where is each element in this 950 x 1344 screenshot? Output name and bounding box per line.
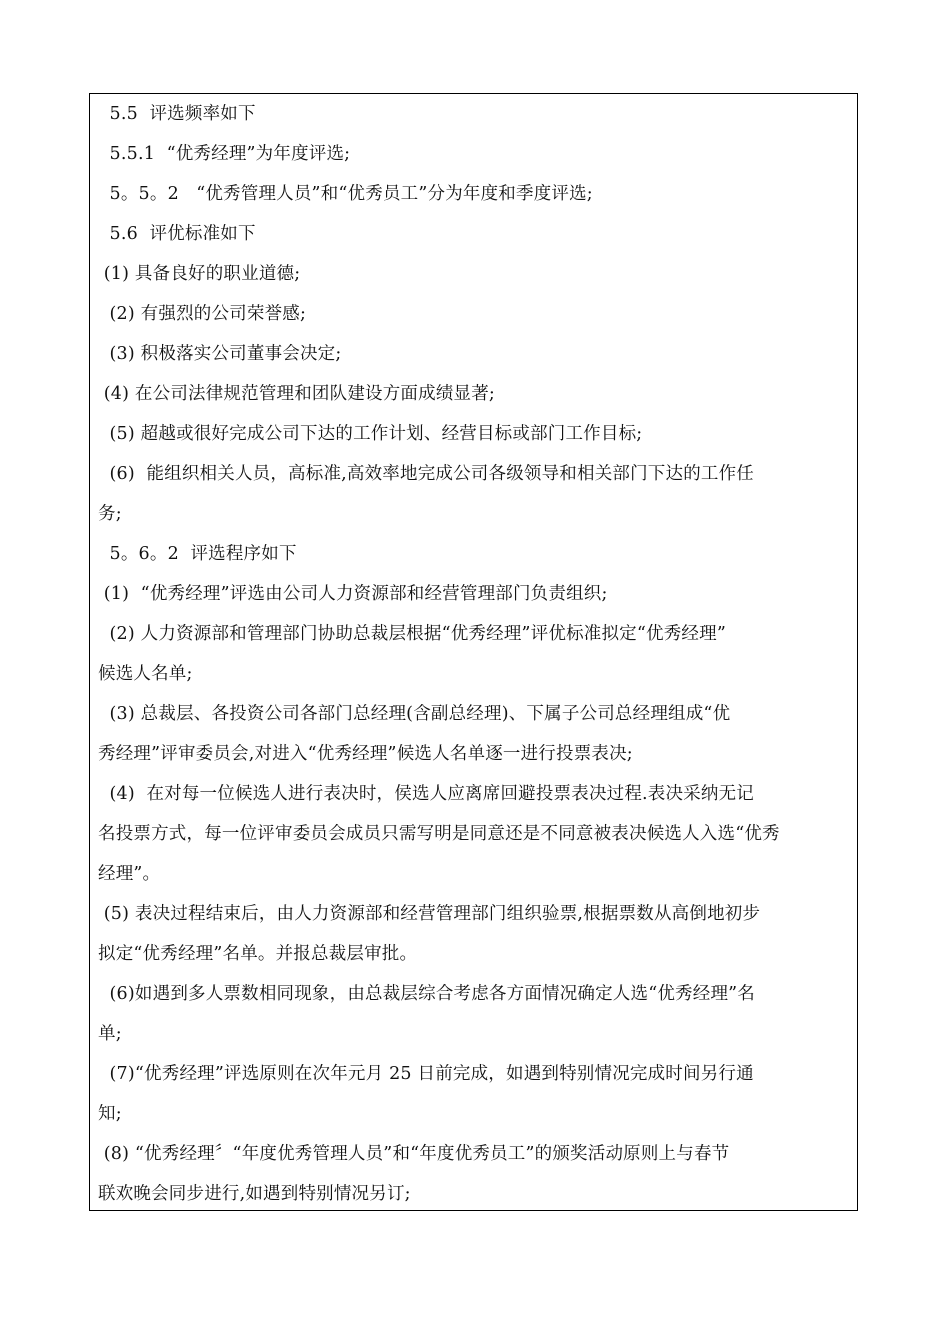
text-line: (2) 有强烈的公司荣誉感; [98, 304, 307, 324]
text-line: 经理”。 [98, 864, 161, 884]
text-line: 5。5。2 “优秀管理人员”和“优秀员工”分为年度和季度评选; [98, 184, 593, 204]
text-line: (7)“优秀经理”评选原则在次年元月 25 日前完成，如遇到特别情况完成时间另行通 [98, 1064, 754, 1084]
text-line: 拟定“优秀经理”名单。并报总裁层审批。 [98, 944, 418, 964]
text-line: 秀经理”评审委员会,对进入“优秀经理”候选人名单逐一进行投票表决; [98, 744, 633, 764]
text-line: 候选人名单; [98, 664, 193, 684]
document-frame [89, 93, 858, 1211]
text-line: (4) 在对每一位候选人进行表决时，侯选人应离席回避投票表决过程.表决采纳无记 [98, 784, 754, 804]
text-line: (5) 表决过程结束后，由人力资源部和经营管理部门组织验票,根据票数从高倒地初步 [98, 904, 761, 924]
text-line: (8) “优秀经理〞“年度优秀管理人员”和“年度优秀员工”的颁奖活动原则上与春节 [98, 1144, 730, 1164]
text-line: 知; [98, 1104, 122, 1124]
text-line: (2) 人力资源部和管理部门协助总裁层根据“优秀经理”评优标准拟定“优秀经理” [98, 624, 726, 644]
text-line: (5) 超越或很好完成公司下达的工作计划、经营目标或部门工作目标; [98, 424, 643, 444]
text-line: 联欢晚会同步进行,如遇到特别情况另订; [98, 1184, 411, 1204]
text-line: 单; [98, 1024, 122, 1044]
text-line: (6) 能组织相关人员，高标准,高效率地完成公司各级领导和相关部门下达的工作任 [98, 464, 754, 484]
text-line: 5.6 评优标准如下 [98, 224, 256, 244]
text-line: (4) 在公司法律规范管理和团队建设方面成绩显著; [98, 384, 496, 404]
text-line: (1) “优秀经理”评选由公司人力资源部和经营管理部门负责组织; [98, 584, 608, 604]
text-line: 5.5.1 “优秀经理”为年度评选; [98, 144, 351, 164]
text-line: (3) 积极落实公司董事会决定; [98, 344, 342, 364]
text-line: 名投票方式，每一位评审委员会成员只需写明是同意还是不同意被表决候选人入选“优秀 [98, 824, 780, 844]
text-line: 5。6。2 评选程序如下 [98, 544, 297, 564]
text-line: (1) 具备良好的职业道德; [98, 264, 301, 284]
text-line: 5.5 评选频率如下 [98, 104, 256, 124]
text-line: (3) 总裁层、各投资公司各部门总经理(含副总经理)、下属子公司总经理组成“优 [98, 704, 731, 724]
text-line: (6)如遇到多人票数相同现象，由总裁层综合考虑各方面情况确定人选“优秀经理”名 [98, 984, 756, 1004]
text-line: 务; [98, 504, 122, 524]
